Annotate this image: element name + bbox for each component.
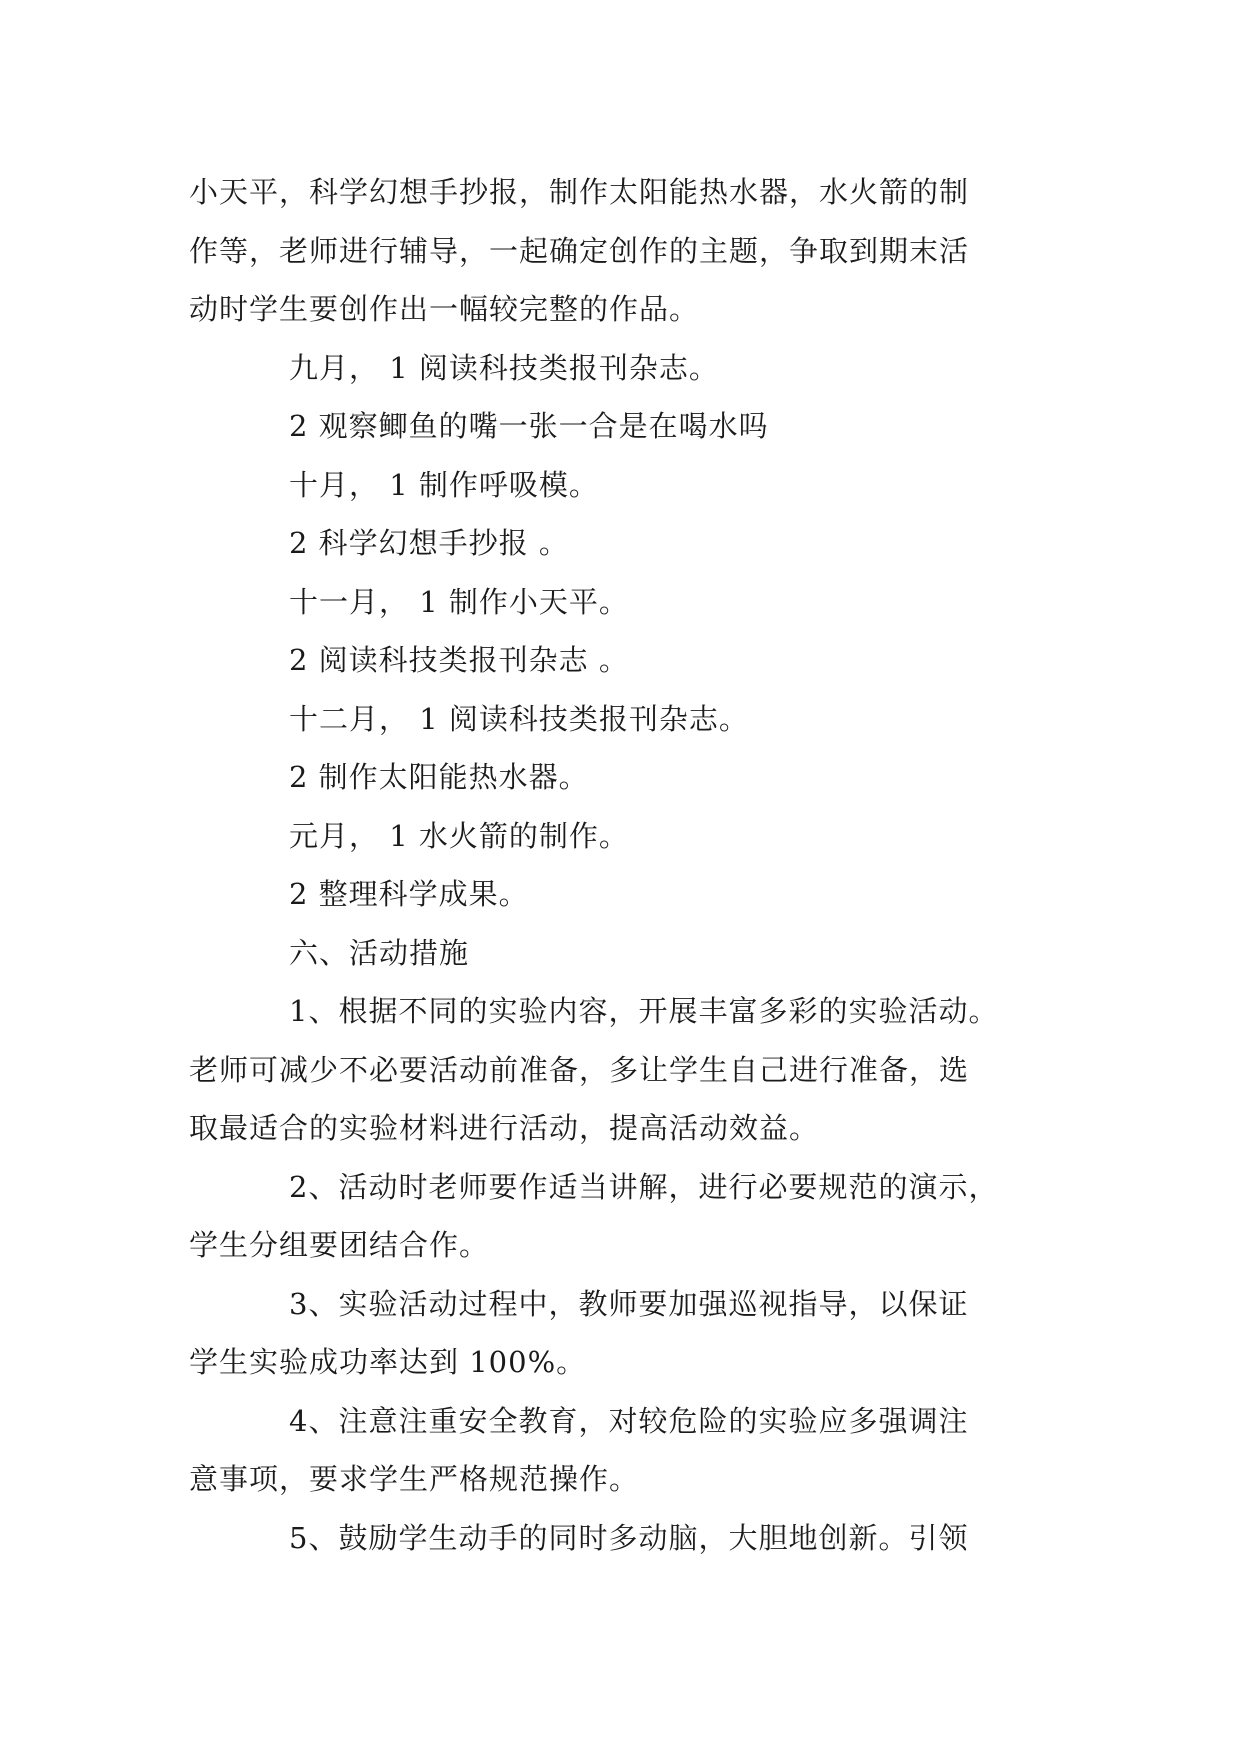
measure-line: 学生分组要团结合作。 — [189, 1228, 490, 1262]
measure-4 — [189, 1392, 1049, 1509]
paragraph-line: 小天平，科学幻想手抄报，制作太阳能热水器，水火箭的制 — [189, 175, 970, 209]
measure-line: 取最适合的实验材料进行活动，提高活动效益。 — [189, 1111, 820, 1145]
schedule-list — [189, 339, 1049, 924]
schedule-item-jan-2: 2 整理科学成果。 — [289, 877, 529, 911]
measure-2 — [189, 1158, 1049, 1275]
measure-line: 3、实验活动过程中，教师要加强巡视指导，以保证 — [289, 1286, 969, 1321]
opening-paragraph — [189, 163, 1049, 339]
measure-line: 学生实验成功率达到 100%。 — [189, 1345, 587, 1379]
measures-list — [189, 982, 1049, 1567]
schedule-item-nov-1: 十一月， 1 制作小天平。 — [289, 584, 629, 619]
paragraph-line: 作等，老师进行辅导，一起确定创作的主题，争取到期末活 — [189, 233, 970, 268]
schedule-item-oct-2: 2 科学幻想手抄报 。 — [289, 526, 569, 560]
schedule-item-dec-1: 十二月， 1 阅读科技类报刊杂志。 — [289, 701, 749, 736]
section-heading: 六、活动措施 — [289, 935, 470, 970]
measure-line: 5、鼓励学生动手的同时多动脑，大胆地创新。引领 — [289, 1520, 969, 1555]
measure-3 — [189, 1275, 1049, 1392]
schedule-item-jan-1: 元月， 1 水火箭的制作。 — [289, 818, 629, 853]
measure-line: 4、注意注重安全教育，对较危险的实验应多强调注 — [289, 1403, 969, 1438]
schedule-item-sep-1: 九月， 1 阅读科技类报刊杂志。 — [289, 350, 719, 385]
schedule-item-nov-2: 2 阅读科技类报刊杂志 。 — [289, 643, 629, 677]
measure-line: 1、根据不同的实验内容，开展丰富多彩的实验活动。 — [289, 994, 999, 1028]
measure-1 — [189, 982, 1049, 1158]
measure-line: 意事项，要求学生严格规范操作。 — [189, 1462, 640, 1496]
measure-line: 2、活动时老师要作适当讲解，进行必要规范的演示， — [289, 1169, 999, 1204]
schedule-item-oct-1: 十月， 1 制作呼吸模。 — [289, 467, 599, 502]
schedule-item-sep-2: 2 观察鲫鱼的嘴一张一合是在喝水吗 — [289, 409, 769, 443]
measure-5 — [189, 1509, 1049, 1568]
document-body — [189, 163, 1049, 1567]
schedule-item-dec-2: 2 制作太阳能热水器。 — [289, 760, 589, 794]
paragraph-line: 动时学生要创作出一幅较完整的作品。 — [189, 292, 700, 326]
measure-line: 老师可减少不必要活动前准备，多让学生自己进行准备，选 — [189, 1052, 970, 1087]
